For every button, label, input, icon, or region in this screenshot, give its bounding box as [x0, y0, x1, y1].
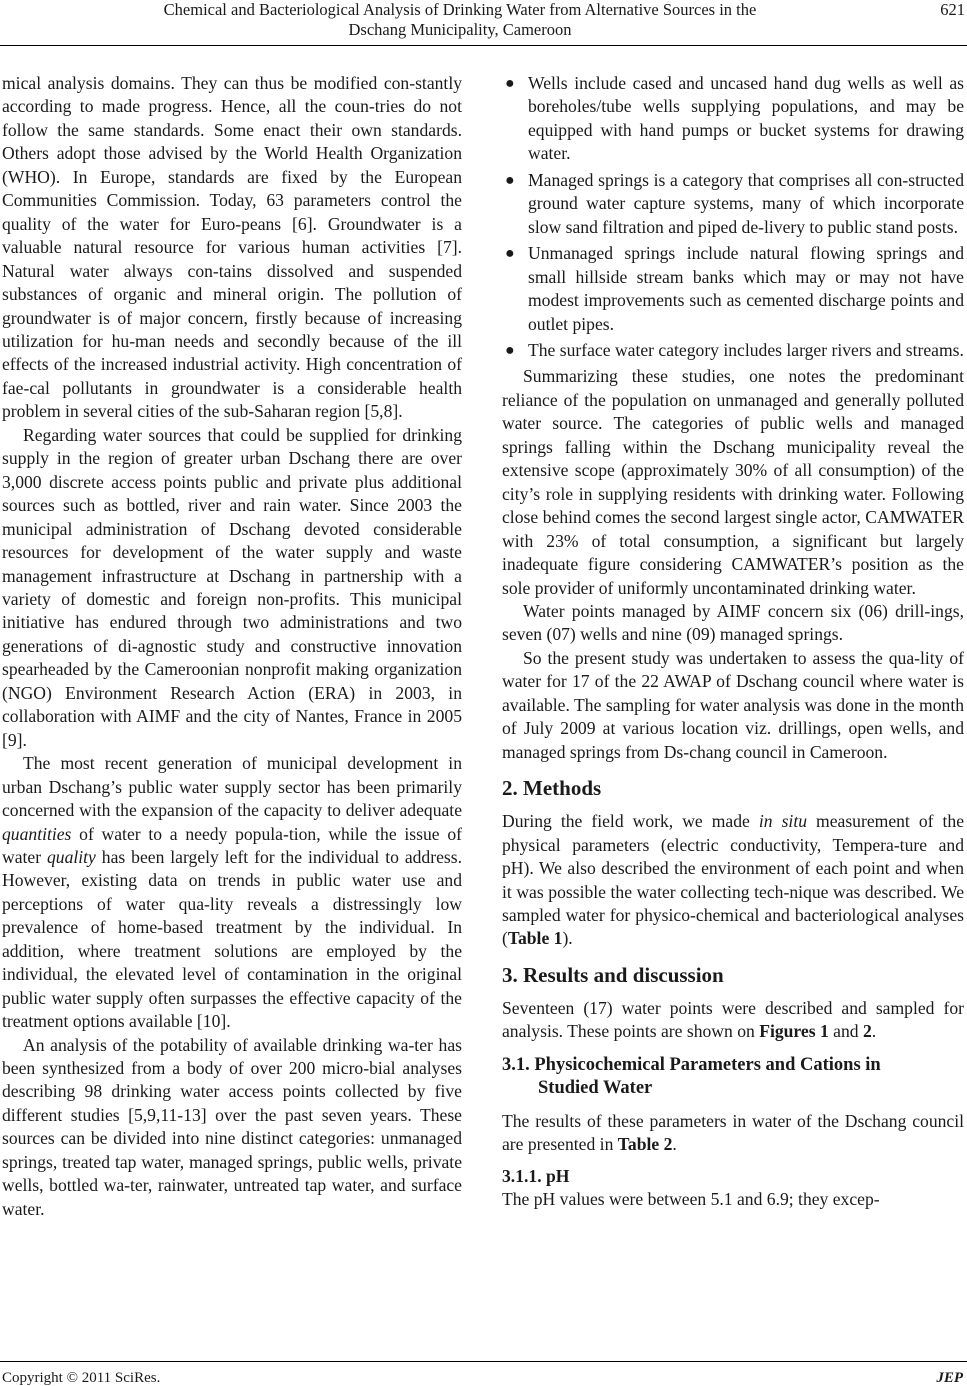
paragraph-potability-analysis: An analysis of the potability of available drinking wa-ter has been synthesized from a body of over 200 micro-bial analyses describing 98 drinking water access points collected by five different studies [5,9,11-13] over the past seven years. These sources can be divided into nine distinct categories: unmanaged springs, treated tap water, managed springs, public wells, private wells, bottled wa-ter, rainwater, untreated tap water, and surface water.: [2, 1034, 462, 1219]
page-number: 621: [940, 0, 965, 19]
table-reference: Table 1: [507, 928, 563, 949]
emphasis-in-situ: in situ: [758, 811, 807, 832]
list-item-text: The surface water category includes larger rivers and streams.: [528, 339, 964, 360]
bullet-icon: ●: [505, 341, 515, 359]
table-reference: Table 2: [617, 1134, 673, 1155]
paragraph-standards: mical analysis domains. They can thus be modified con-stantly according to made progress. Hence, all the coun-tries do not follow the same standards. Some enact their own standards. Others adopt those advised by the World Health Organization (WHO). In Europe, standards are fixed by the European Communities Commission. Today, 63 parameters control the quality of the water for Euro-peans [6]. Groundwater is a valuable natural resource for various human activities [7]. Natural water always con-tains dissolved and suspended substances of organic and mineral origin. The pollution of groundwater is of major concern, firstly because of increasing utilization for hu-man needs and secondly because of the ill effects of the increased industrial activity. High concentration of fae-cal pollutants in groundwater is a considerable health problem in several cities of the sub-Saharan region [5,8].: [2, 73, 462, 422]
paragraph-ph: The pH values were between 5.1 and 6.9; they excep-: [502, 1188, 880, 1209]
text-run: .: [672, 1134, 677, 1155]
footer-divider: [0, 1361, 967, 1362]
paragraph-aimf: Water points managed by AIMF concern six (06) drill-ings, seven (07) wells and nine (09) managed springs.: [502, 600, 964, 645]
text-run: .: [871, 1021, 877, 1042]
bullet-icon: ●: [505, 171, 515, 189]
bullet-icon: ●: [505, 245, 515, 263]
text-run: and: [828, 1021, 863, 1042]
text-run: measurement of the physical parameters (electric conductivity, Tempera-ture and pH). We also described the environment of each point and when it was possible the water collecting tech-nique was described. We sampled water for physico-chemical and bacteriological analyses (: [502, 811, 964, 949]
heading-3-1: [502, 1054, 964, 1100]
paragraph-summary: Summarizing these studies, one notes the predominant reliance of the population on unmanaged and generally polluted water source. The categories of public wells and managed springs falling within the Dschang municipality reveal the extensive scope (approximately 30% of all consumption) of the city’s role in supplying residents with drinking water. Following close behind comes the second largest single actor, CAMWATER with 23% of total consumption, a significant but largely inadequate figure considering CAMWATER’s position as the sole provider of uniformly uncontaminated drinking water.: [502, 366, 964, 598]
heading-3-1-line2: Studied Water: [538, 1077, 653, 1098]
text-run: has been largely left for the individual to address. However, existing data on trends in public water use and perceptions of water qua-lity reveals a distressingly low prevalence of home-based treatment by the individual. In addition, where treatment solutions are employed by the individual, the elevated level of contamination in the original public water supply often surpasses the effective capacity of the treatment options available [10].: [2, 846, 462, 1032]
list-item-text: Wells include cased and uncased hand dug wells as well as boreholes/tube wells supplying populations, and may be equipped with hand pumps or bucket systems for drawing water.: [528, 73, 964, 164]
running-title-line1: Chemical and Bacteriological Analysis of Drinking Water from Alternative Sources in the: [163, 0, 757, 19]
text-run: The most recent generation of municipal development in urban Dschang’s public water supply sector has been primarily concerned with the expansion of the capacity to deliver adequate: [2, 753, 462, 821]
journal-abbreviation: JEP: [936, 1370, 963, 1386]
figure-reference: 2: [862, 1021, 872, 1042]
source-category-list: [502, 72, 964, 362]
running-header: [0, 0, 967, 48]
list-item: [502, 242, 964, 336]
paragraph-results: [502, 997, 964, 1044]
list-item: [502, 169, 964, 239]
emphasis-quantities: quantities: [2, 823, 72, 844]
list-item: [502, 72, 964, 166]
list-item-text: Managed springs is a category that comprises all con-structed ground water capture systems, many of which incorporate slow sand filtration and piped de-livery to public stand posts.: [528, 169, 964, 237]
paragraph-municipal-development: [2, 752, 462, 1033]
list-item: [502, 339, 964, 362]
left-column: [2, 72, 462, 1221]
text-run: The results of these parameters in water of the Dschang council are presented in: [502, 1110, 964, 1155]
text-run: During the field work, we made: [502, 811, 759, 832]
paragraph-present-study: So the present study was undertaken to assess the qua-lity of water for 17 of the 22 AWAP of Dschang council where water is available. The sampling for water analysis was done in the month of July 2009 at various location viz. drillings, open wells, and managed springs from Ds-chang council in Cameroon.: [502, 647, 964, 762]
text-run: Seventeen (17) water points were described and sampled for analysis. These points are shown on: [502, 997, 964, 1042]
header-divider: [0, 45, 967, 46]
emphasis-quality: quality: [47, 846, 96, 867]
figure-reference: Figures 1: [759, 1021, 829, 1042]
paragraph-methods: [502, 810, 964, 951]
heading-3-1-line1: 3.1. Physicochemical Parameters and Cations in: [502, 1054, 881, 1075]
heading-results: 3. Results and discussion: [502, 962, 724, 987]
list-item-text: Unmanaged springs include natural flowing springs and small hillside stream banks which may or may not have modest improvements such as cemented discharge points and outlet pipes.: [528, 243, 964, 334]
text-run: of water to a needy popula-tion, while the issue of water: [2, 823, 462, 867]
running-title-line2: Dschang Municipality, Cameroon: [348, 20, 572, 39]
right-column: [502, 72, 964, 1211]
paragraph-water-sources: Regarding water sources that could be supplied for drinking supply in the region of greater urban Dschang there are over 3,000 discrete access points public and private plus additional sources such as bottled, river and rain water. Since 2003 the municipal administration of Dschang devoted considerable resources for development of the water supply and waste management infrastructure at Dschang in partnership with a variety of domestic and foreign non-profits. This municipal initiative has endured through two administrations and two generations of di-agnostic study and constructive innovation spearheaded by the Cameroonian nonprofit making organization (NGO) Environment Research Action (ERA) in 2003, in collaboration with AIMF and the city of Nantes, France in 2005 [9].: [2, 424, 462, 750]
paragraph-3-1: [502, 1110, 964, 1157]
bullet-icon: ●: [505, 75, 515, 92]
heading-methods: 2. Methods: [502, 776, 602, 801]
running-title: [60, 0, 860, 40]
heading-3-1-1: 3.1.1. pH: [502, 1165, 570, 1186]
text-run: ).: [562, 928, 573, 949]
copyright-notice: Copyright © 2011 SciRes.: [2, 1370, 161, 1386]
